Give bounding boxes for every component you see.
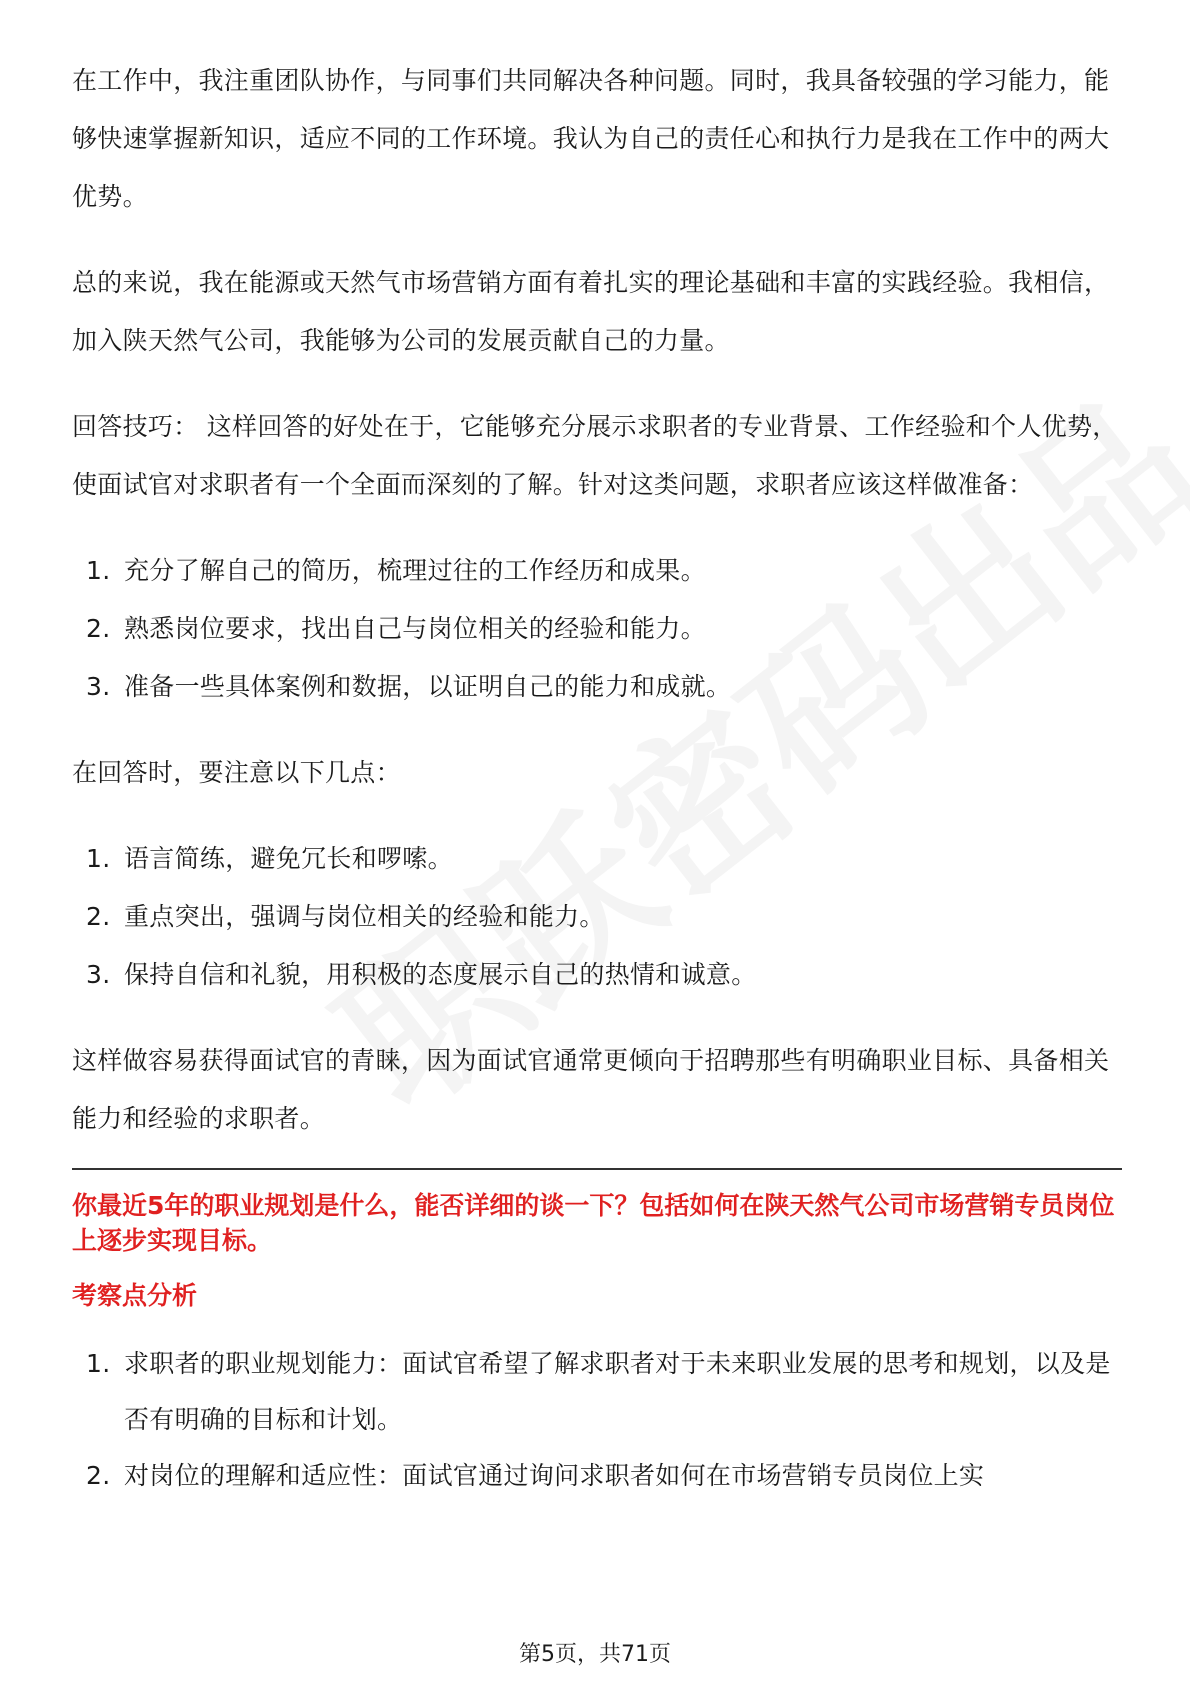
paragraph-summary: 总的来说，我在能源或天然气市场营销方面有着扎实的理论基础和丰富的实践经验。我相信，加入陕天然气公司，我能够为公司的发展贡献自己的力量。 bbox=[72, 268, 1110, 355]
list-item: 3. 准备一些具体案例和数据，以证明自己的能力和成就。 bbox=[86, 672, 732, 701]
list-item: 1. 充分了解自己的简历，梳理过往的工作经历和成果。 bbox=[86, 556, 706, 585]
page-footer: 第5页，共71页 bbox=[519, 1642, 671, 1667]
paragraph-teamwork: 在工作中，我注重团队协作，与同事们共同解决各种问题。同时，我具备较强的学习能力，能够快速掌握新知识，适应不同的工作环境。我认为自己的责任心和执行力是我在工作中的两大优势。 bbox=[72, 66, 1110, 211]
list-item: 1. 语言简练，避免冗长和啰嗦。 bbox=[86, 844, 453, 873]
list-item: 2. 熟悉岗位要求，找出自己与岗位相关的经验和能力。 bbox=[86, 614, 706, 643]
document-page bbox=[72, 52, 1122, 1532]
question-heading: 你最近5年的职业规划是什么，能否详细的谈一下？包括如何在陕天然气公司市场营销专员岗位上逐步实现目标。 bbox=[72, 1191, 1115, 1255]
list-item: 1. 求职者的职业规划能力：面试官希望了解求职者对于未来职业发展的思考和规划，以及是否有明确的目标和计划。 bbox=[86, 1349, 1111, 1434]
paragraph-notes-intro: 在回答时，要注意以下几点： bbox=[72, 758, 401, 787]
notes-list bbox=[72, 830, 1122, 1004]
preparation-list bbox=[72, 542, 1122, 716]
list-item: 2. 重点突出，强调与岗位相关的经验和能力。 bbox=[86, 902, 605, 931]
list-item: 2. 对岗位的理解和适应性：面试官通过询问求职者如何在市场营销专员岗位上实 bbox=[86, 1461, 985, 1490]
analysis-title: 考察点分析 bbox=[72, 1281, 198, 1310]
paragraph-answer-tips: 回答技巧： 这样回答的好处在于，它能够充分展示求职者的专业背景、工作经验和个人优势，使面试官对求职者有一个全面而深刻的了解。针对这类问题，求职者应该这样做准备： bbox=[72, 412, 1118, 499]
paragraph-conclusion: 这样做容易获得面试官的青睐，因为面试官通常更倾向于招聘那些有明确职业目标、具备相关能力和经验的求职者。 bbox=[72, 1046, 1110, 1133]
section-divider bbox=[72, 1168, 1122, 1170]
list-item: 3. 保持自信和礼貌，用积极的态度展示自己的热情和诚意。 bbox=[86, 960, 757, 989]
analysis-list bbox=[72, 1336, 1122, 1504]
